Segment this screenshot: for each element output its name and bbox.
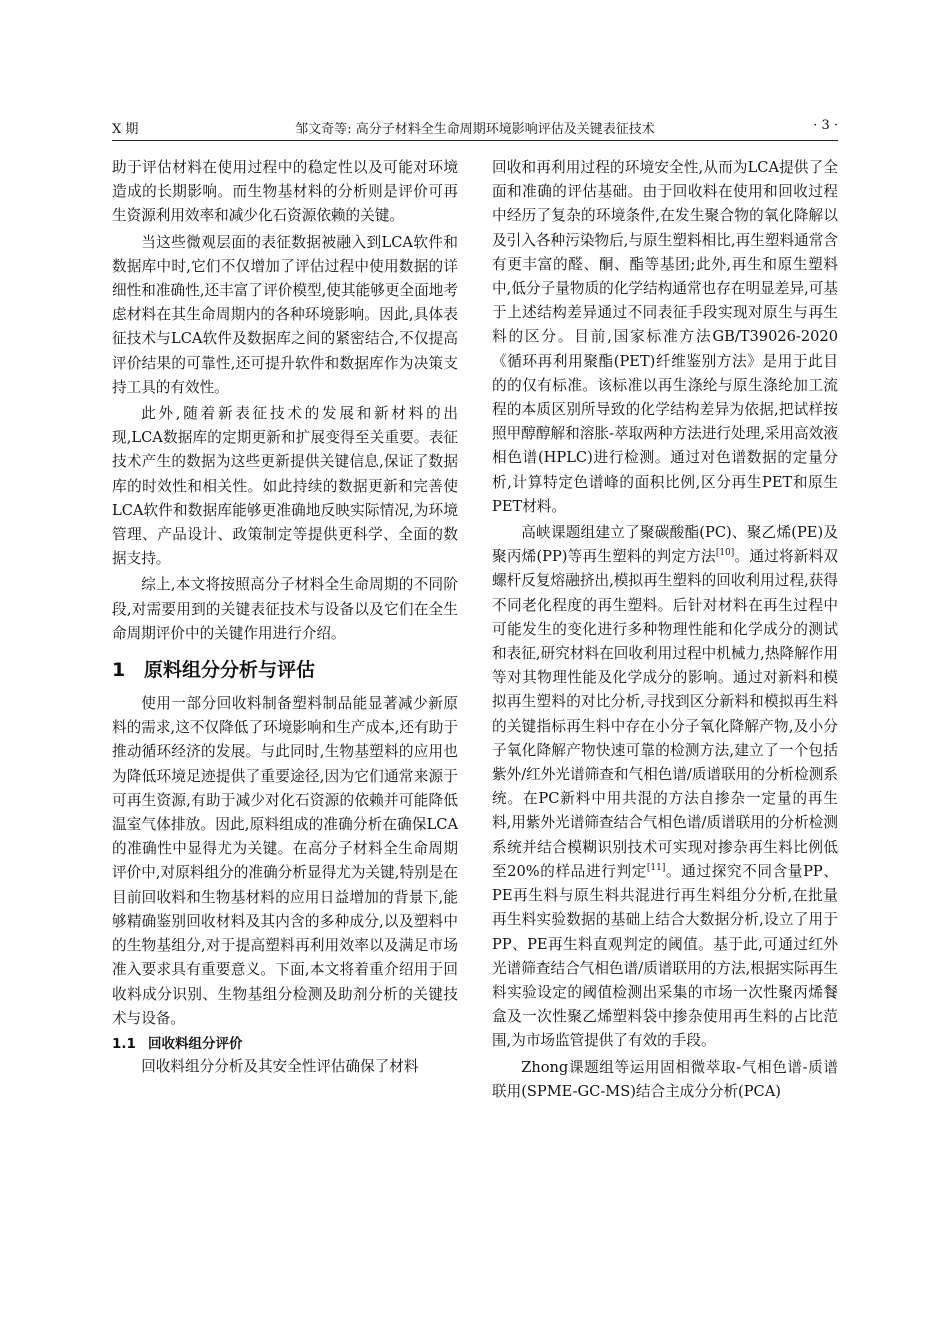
- section-heading: [112, 654, 458, 686]
- text-run: 。通过将新料双螺杆反复熔融挤出,模拟再生塑料的回收利用过程,获得不同老化程度的再生塑料。后针对材料在再生过程中可能发生的变化进行多种物理性能和化学成分的测试和表征,研究材料在回收利用过程中机械力,热降解作用等对其物理性能及化学成分的影响。通过对新料和模拟再生塑料的对比分析,寻找到区分新料和模拟再生料的关键指标再生料中存在小分子氧化降解产物,及小分子氧化降解产物快速可靠的检测方法,建立了一个包括紫外/红外光谱筛查和气相色谱/质谱联用的分析检测系统。在PC新料中用共混的方法自掺杂一定量的再生料,用紫外光谱筛查结合气相色谱/质谱联用的分析检测系统并结合模糊识别技术可实现对掺杂再生料比例低至20%的样品进行判定: [492, 548, 838, 880]
- citation[interactable]: [10]: [715, 548, 735, 559]
- issue-label: X 期: [112, 122, 139, 137]
- page-number: · 3 ·: [813, 118, 838, 133]
- paragraph: [492, 521, 838, 1053]
- header-rule: [112, 140, 838, 141]
- subsection-title: 回收料组分评价: [148, 1035, 243, 1052]
- text-run: 高峡课题组建立了聚碳酸酯(PC)、聚乙烯(PE)及聚丙烯(PP)等再生塑料的判定方法: [492, 524, 838, 566]
- text-run: 。通过探究不同含量PP、PE再生料与原生料共混进行再生料组分分析,在批量再生料实验数据的基础上结合大数据分析,设立了用于PP、PE再生料直观判定的阈值。基于此,可通过红外光谱筛查结合气相色谱/质谱联用的方法,根据实际再生料实验设定的阈值检测出采集的市场一次性聚丙烯餐盒及一次性聚乙烯塑料袋中掺杂使用再生料的占比范围,为市场监管提供了有效的手段。: [492, 862, 838, 1050]
- subsection-number: 1.1: [112, 1035, 136, 1052]
- running-title: 邹文奇等: 高分子材料全生命周期环境影响评估及关键表征技术: [295, 122, 655, 137]
- paragraph: 回收料组分分析及其安全性评估确保了材料: [141, 1057, 419, 1075]
- section-number: 1: [112, 659, 126, 682]
- subsection-heading: [112, 1033, 458, 1055]
- paragraph: 综上,本文将按照高分子材料全生命周期的不同阶段,对需要用到的关键表征技术与设备以及它们在全生命周期评价中的关键作用进行介绍。: [112, 576, 458, 642]
- right-column: [492, 156, 838, 1106]
- section-title: 原料组分分析与评估: [144, 659, 316, 682]
- running-header: [112, 114, 838, 138]
- paragraph: 使用一部分回收料制备塑料制品能显著减少新原料的需求,这不仅降低了环境影响和生产成本,还有助于推动循环经济的发展。与此同时,生物基塑料的应用也为降低环境足迹提供了重要途径,因为它们通常来源于可再生资源,有助于减少对化石资源的依赖并可能降低温室气体排放。因此,原料组成的准确分析在确保LCA的准确性中显得尤为关键。在高分子材料全生命周期评价中,对原料组分的准确分析显得尤为关键,特别是在目前回收料和生物基材料的应用日益增加的背景下,能够精确鉴别回收材料及其内含的多种成分,以及塑料中的生物基组分,对于提高塑料再利用效率以及满足市场准入要求具有重要意义。下面,本文将着重介绍用于回收料成分识别、生物基组分检测及助剂分析的关键技术与设备。: [112, 695, 458, 1027]
- paragraph: 当这些微观层面的表征数据被融入到LCA软件和数据库中时,它们不仅增加了评估过程中使用数据的详细性和准确性,还丰富了评价模型,使其能够更全面地考虑材料在其生命周期内的各种环境影响。因此,具体表征技术与LCA软件及数据库之间的紧密结合,不仅提高评价结果的可靠性,还可提升软件和数据库作为决策支持工具的有效性。: [112, 233, 458, 396]
- paragraph: 此外,随着新表征技术的发展和新材料的出现,LCA数据库的定期更新和扩展变得至关重要。表征技术产生的数据为这些更新提供关键信息,保证了数据库的时效性和相关性。如此持续的数据更新和完善使LCA软件和数据库能够更准确地反映实际情况,为环境管理、产品设计、政策制定等提供更科学、全面的数据支持。: [112, 405, 458, 568]
- paragraph: 回收和再利用过程的环境安全性,从而为LCA提供了全面和准确的评估基础。由于回收料在使用和回收过程中经历了复杂的环境条件,在发生聚合物的氧化降解以及引入各种污染物后,与原生塑料相比,再生塑料通常含有更丰富的醛、酮、酯等基团;此外,再生和原生塑料中,低分子量物质的化学结构通常也存在明显差异,可基于上述结构差异通过不同表征手段实现对原生与再生料的区分。目前,国家标准方法GB/T39026-2020《循环再利用聚酯(PET)纤维鉴别方法》是用于此目的的仅有标准。该标准以再生涤纶与原生涤纶加工流程的本质区别所导致的化学结构差异为依据,把试样按照甲醇醇解和溶胀-萃取两种方法进行处理,采用高效液相色谱(HPLC)进行检测。通过对色谱数据的定量分析,计算特定色谱峰的面积比例,区分再生PET和原生PET材料。: [492, 159, 838, 515]
- citation[interactable]: [11]: [646, 863, 666, 874]
- left-column: [112, 156, 458, 1081]
- paragraph: Zhong课题组等运用固相微萃取-气相色谱-质谱联用(SPME-GC-MS)结合主成分分析(PCA): [492, 1058, 838, 1100]
- paragraph: 助于评估材料在使用过程中的稳定性以及可能对环境造成的长期影响。而生物基材料的分析则是评价可再生资源利用效率和减少化石资源依赖的关键。: [112, 159, 458, 225]
